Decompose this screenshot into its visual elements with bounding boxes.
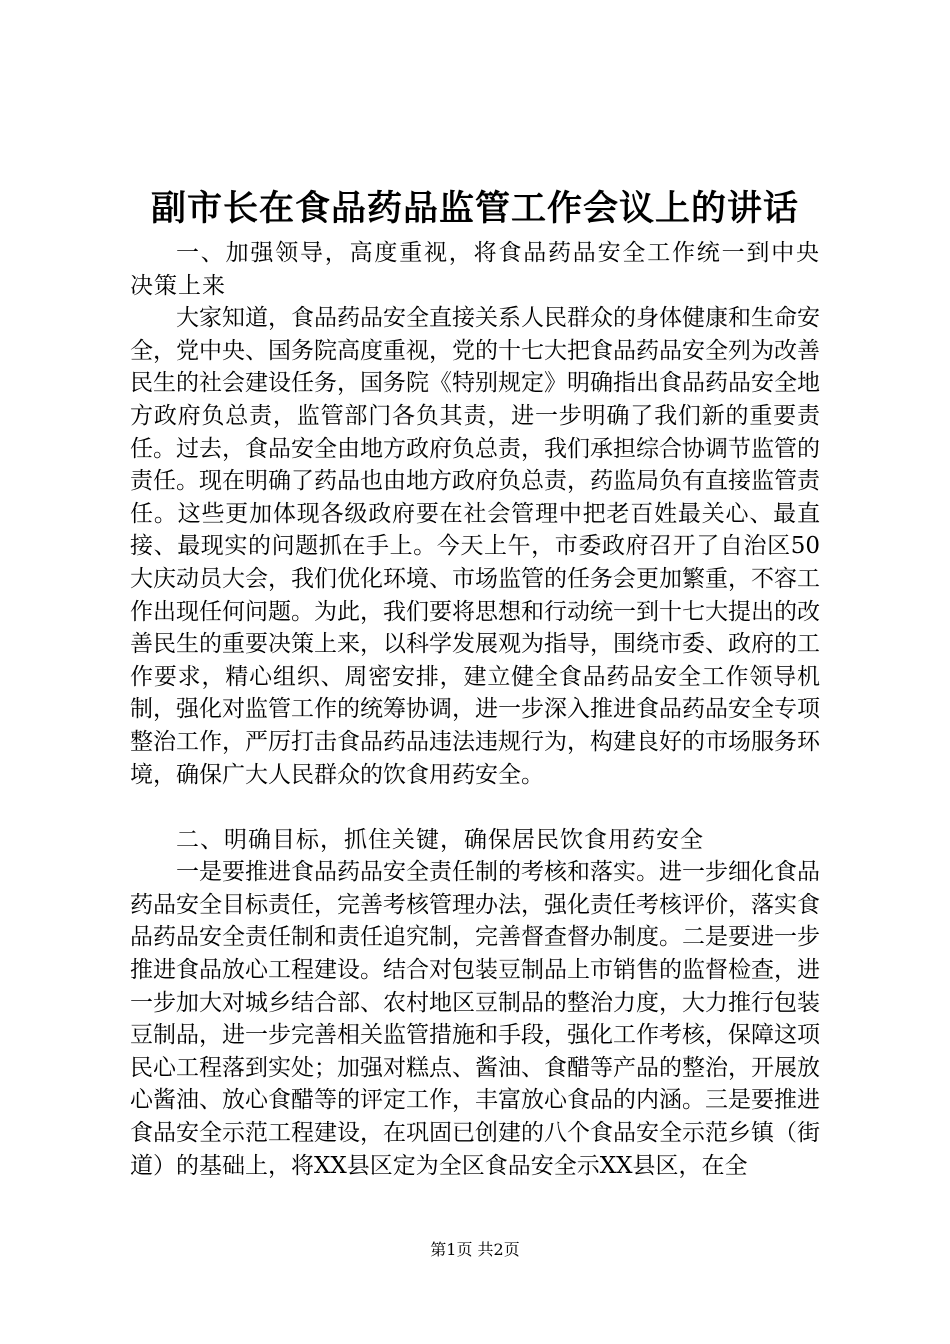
section-2-paragraph: 一是要推进食品药品安全责任制的考核和落实。进一步细化食品药品安全目标责任，完善考核管理办法，强化责任考核评价，落实食品药品安全责任制和责任追究制，完善督查督办制度。二是要进一步推进食品放心工程建设。结合对包装豆制品上市销售的监督检查，进一步加大对城乡结合部、农村地区豆制品的整治力度，大力推行包装豆制品，进一步完善相关监管措施和手段，强化工作考核，保障这项民心工程落到实处；加强对糕点、酱油、食醋等产品的整治，开展放心酱油、放心食醋等的评定工作，丰富放心食品的内涵。三是要推进食品安全示范工程建设，在巩固已创建的八个食品安全示范乡镇（街道）的基础上，将XX县区定为全区食品安全示XX县区，在全 [130, 859, 820, 1179]
document-title: 副市长在食品药品监管工作会议上的讲话 [150, 188, 799, 229]
page-footer: 第1页 共2页 [430, 1240, 520, 1259]
document-body [130, 237, 820, 1182]
section-2-heading: 二、明确目标，抓住关键，确保居民饮食用药安全 [176, 826, 704, 853]
section-1-paragraph: 大家知道，食品药品安全直接关系人民群众的身体健康和生命安全，党中央、国务院高度重视，党的十七大把食品药品安全列为改善民生的社会建设任务，国务院《特别规定》明确指出食品药品安全地方政府负总责，监管部门各负其责，进一步明确了我们新的重要责任。过去，食品安全由地方政府负总责，我们承担综合协调节监管的责任。现在明确了药品也由地方政府负总责，药监局负有直接监管责任。这些更加体现各级政府要在社会管理中把老百姓最关心、最直接、最现实的问题抓在手上。今天上午，市委政府召开了自治区50大庆动员大会，我们优化环境、市场监管的任务会更加繁重，不容工作出现任何问题。为此，我们要将思想和行动统一到十七大提出的改善民生的重要决策上来，以科学发展观为指导，围绕市委、政府的工作要求，精心组织、周密安排，建立健全食品药品安全工作领导机制，强化对监管工作的统筹协调，进一步深入推进食品药品安全专项整治工作，严厉打击食品药品违法违规行为，构建良好的市场服务环境，确保广大人民群众的饮食用药安全。 [130, 305, 820, 788]
section-1-heading: 一、加强领导，高度重视，将食品药品安全工作统一到中央决策上来 [130, 240, 820, 299]
paragraph-spacer [130, 791, 820, 824]
